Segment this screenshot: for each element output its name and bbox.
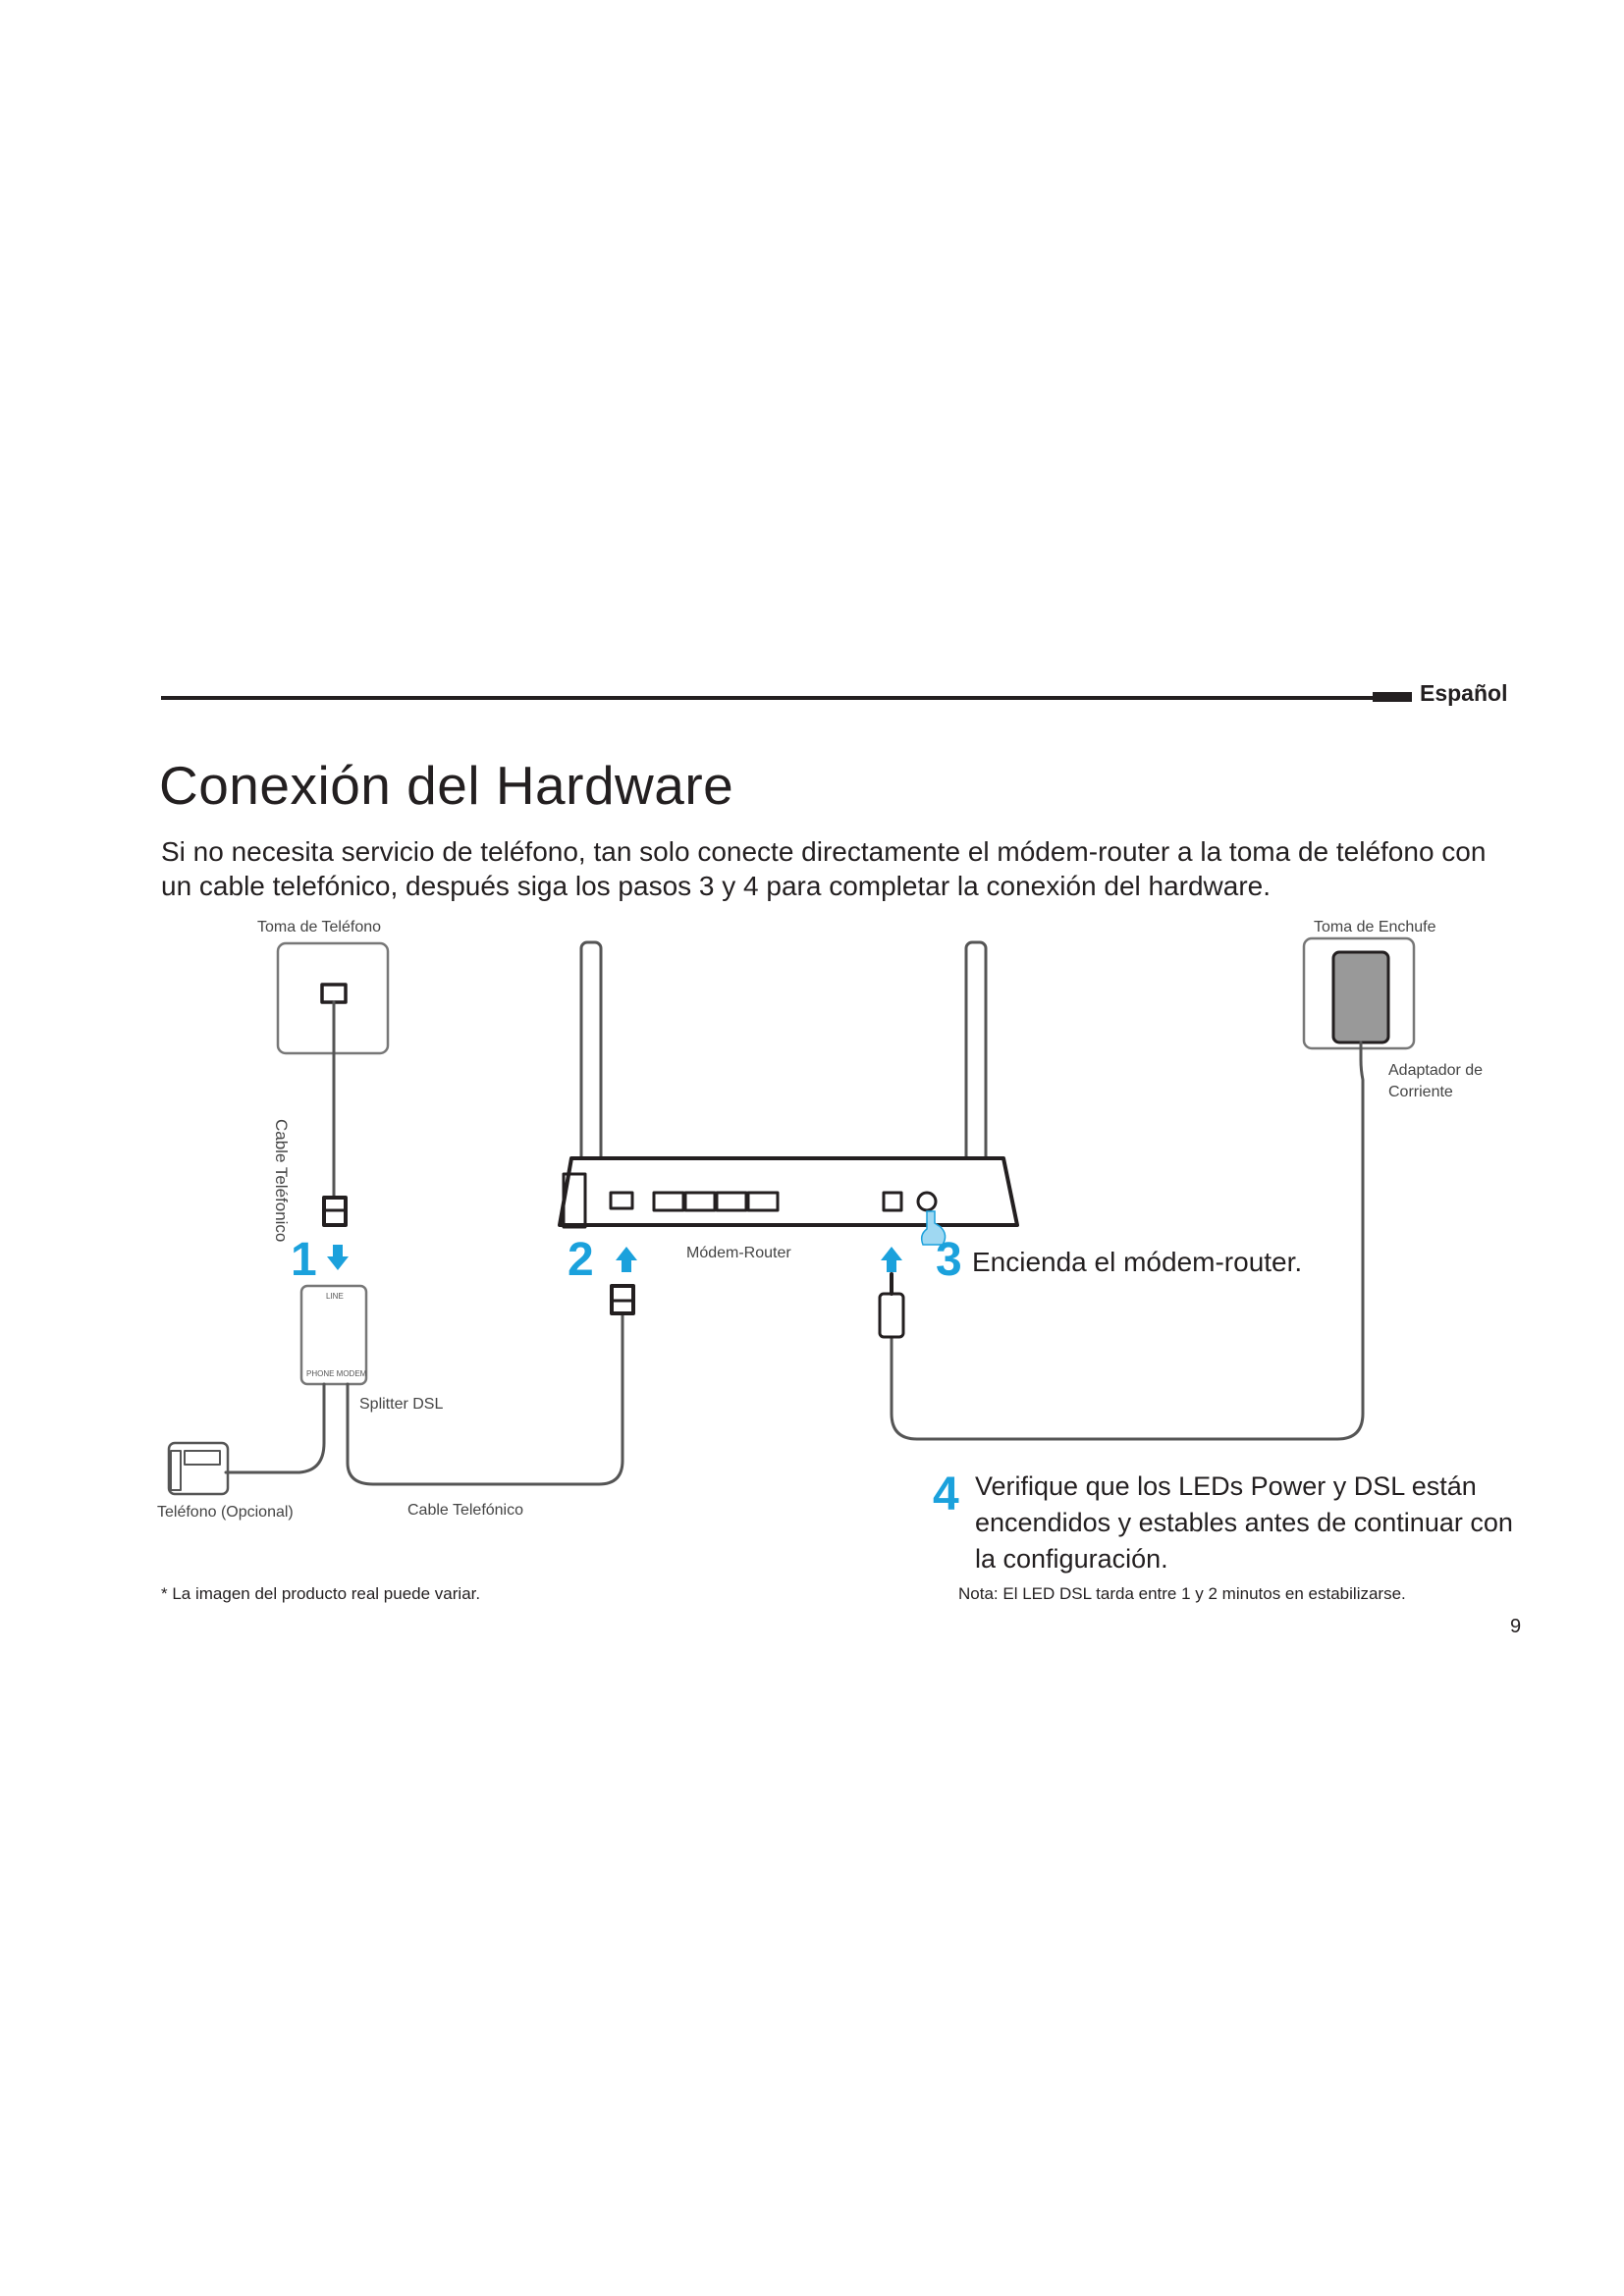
label-phone-jack: Toma de Teléfono [257, 919, 382, 935]
step-4-number: 4 [933, 1468, 959, 1521]
label-modem-router: Módem-Router [686, 1245, 791, 1261]
label-power-outlet: Toma de Enchufe [1314, 919, 1436, 935]
splitter-top-label: LINE [326, 1292, 344, 1301]
label-phone-cable-vertical: Cable Teléfonico [272, 1119, 291, 1243]
arrow-down-step1 [327, 1245, 349, 1270]
step-2-number: 2 [568, 1234, 594, 1286]
phone-jack-port [322, 985, 346, 1002]
page-title: Conexión del Hardware [159, 755, 734, 816]
label-telephone: Teléfono (Opcional) [157, 1504, 294, 1521]
page-number: 9 [1510, 1616, 1522, 1637]
arrow-up-step3 [881, 1247, 902, 1272]
router-antenna-right [966, 942, 986, 1163]
power-adapter [1333, 952, 1388, 1042]
dsl-led-note: Nota: El LED DSL tarda entre 1 y 2 minutos en estabilizarse. [958, 1584, 1406, 1603]
language-label: Español [1420, 680, 1508, 706]
footnote: * La imagen del producto real puede variar. [161, 1584, 481, 1603]
label-phone-cable: Cable Telefónico [407, 1502, 524, 1519]
label-dsl-splitter: Splitter DSL [359, 1396, 444, 1413]
step-3-text: Encienda el módem-router. [972, 1247, 1303, 1277]
power-plug [880, 1294, 903, 1337]
label-power-adapter-1: Adaptador de [1388, 1062, 1484, 1079]
router-antenna-left [581, 942, 601, 1163]
splitter-bottom-label: PHONE MODEM [306, 1369, 367, 1378]
step-1-number: 1 [291, 1234, 317, 1286]
intro-paragraph: Si no necesita servicio de teléfono, tan solo conecte directamente el módem-router a la toma de teléfono con un cable telefónico, después siga los pasos 3 y 4 para completar la conexión del hardware. [161, 836, 1487, 901]
label-power-adapter-2: Corriente [1388, 1084, 1453, 1100]
arrow-up-step2 [616, 1247, 637, 1272]
step-3-number: 3 [936, 1234, 962, 1286]
step-4-text: Verifique que los LEDs Power y DSL están encendidos y estables antes de continuar con la configuración. [975, 1471, 1513, 1574]
